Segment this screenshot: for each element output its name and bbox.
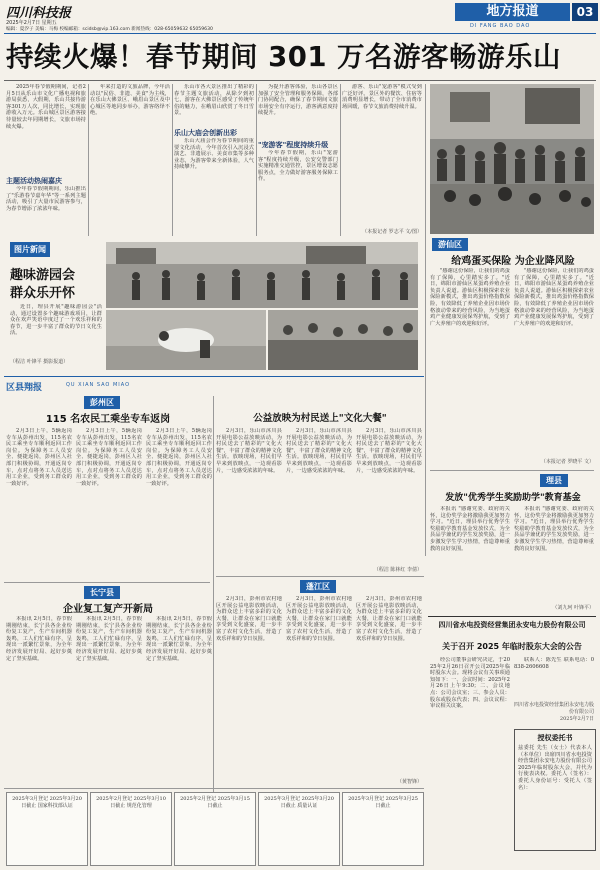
lead-col-1b-text: 今年春节假期期间，乐山推出了"乐游春节嘉年华"等一系列主题活动，吸引了大量市民游客参与，为春节增添了浓浓年味。 [6,186,86,212]
youxian-author: （本报记者 罗晓平 文） [540,459,594,465]
youxian-body-box-2 [514,268,594,456]
screening-body-3: 2月3日，乐山市沐川县开展电影公益放映活动，为村民送去了精彩的"文化大餐"，丰富了群众的精神文化生活。放映现场，村民们早早来到放映点，一边观看影片，一边感受浓浓的年味。 [356,428,422,474]
youxian-body-2: "感谢这份保险，让我们的鸡蛋有了保障，心里踏实多了。"近日，绵阳市游仙区某蛋鸡养殖企业负责人说道。游仙区积极探索农业保险新模式，推出鸡蛋价格指数保险，有效降低了养殖企业因市场价格波动带来的经营风险，为当地蛋鸡产业健康发展保驾护航，受到了广大养殖户的欢迎和好评。 [514,268,594,327]
section-pinyin: DI FANG BAO DAO [470,23,531,29]
auth-box-title: 授权委托书 [537,734,573,742]
changning-region-tag: 长宁县 [84,586,120,599]
lead-subhead-2: 乐山大庙会创新出彩 [174,129,237,137]
lixian-body-box [430,506,510,610]
photo-news-title-1: 趣味游园会 [10,268,76,283]
pengxi-body-2: 2月3日，彭州市农村地区开展公益电影放映活动，为群众送上丰富多彩的文化大餐，让群众在家门口就能享受到文化盛宴，进一步丰富了农村文化生活，营造了欢乐祥和的节日氛围。 [286,596,352,642]
street-crowd-photo [106,242,418,308]
changning-body-3: 本报讯 2月5日，春节假期刚结束，长宁县各企业纷纷复工复产，生产车间机器轰鸣，工人们忙碌有序，呈现出一派繁忙景象，为全年经济发展开好局、起好步奠定了坚实基础。 [146,616,212,662]
main-headline: 持续火爆！春节期间 301 万名游客畅游乐山 [6,41,562,73]
photo-news-image-bottom [106,310,266,370]
pengxi-body-box-2 [286,596,352,784]
ad-4 [258,792,340,866]
lead-col-5 [342,84,422,228]
pengxi-credit: （黄智锋） [396,779,422,785]
announcement-title-2: 关于召开 2025 年临时股东大会的公告 [442,642,582,651]
editor-line: 编辑：夏汐子 美编：马梅 校编邮箱：scidsb@vip.163.com 新闻热线：028-65059632 65059630 [6,27,213,32]
masthead-rule [4,33,596,34]
youxian-body: "感谢这份保险，让我们的鸡蛋有了保障，心里踏实多了。"近日，绵阳市游仙区某蛋鸡养殖企业负责人说道。游仙区积极探索农业保险新模式，推出鸡蛋价格指数保险，有效降低了养殖企业因市场价格波动带来的经营风险，为当地蛋鸡产业健康发展保驾护航，受到了广大养殖户的欢迎和好评。 [430,268,510,327]
pengzhou-body: 2月3日上午，5辆返岗专车从彭州出发，115名农民工乘坐专车顺利返回工作岗位。为保障务工人员安全、便捷返岗，彭州区人社部门积极协调，开通返岗专车，点对点将务工人员送达用工企业，受到务工群众的一致好评。 [6,428,72,487]
ad-2-text: 2025年2月登记 2025年3月10日截止 规范化管理 [96,796,166,809]
lead-col-3b-text: 乐山大庙会作为春节期间的重要文化活动，今年首次引入沉浸式演艺、非遗展示、美食市集等多种业态，为游客带来全新体验，人气持续攀升。 [174,138,254,171]
ad-1 [6,792,88,866]
pengzhou-body-box-3 [146,428,212,578]
auth-box [514,729,596,851]
lead-col-1b [6,186,86,236]
screening-body-box [216,428,282,564]
pengzhou-body-2: 2月3日上午，5辆返岗专车从彭州出发，115名农民工乘坐专车顺利返回工作岗位。为保障务工人员安全、便捷返岗，彭州区人社部门积极协调，开通返岗专车，点对点将务工人员送达用工企业，受到务工群众的一致好评。 [76,428,142,487]
screening-credit: （程洁 陈林红 李倩） [373,567,422,573]
lead-author: （本报记者 罗志平 文/图） [362,229,422,235]
auth-box-body: 兹委托 先生（女士）代表本人（本单位）出席四川省水电投资经营集团永安电力股份有限公司2025年临时股东大会，并代为行使表决权。委托人（签名）：委托人身份证号：受托人（签名）： [518,745,592,791]
screening-body-2: 2月3日，乐山市沐川县开展电影公益放映活动，为村民送去了精彩的"文化大餐"，丰富了群众的精神文化生活。放映现场，村民们早早来到放映点，一边观看影片，一边感受浓浓的年味。 [286,428,352,474]
lixian-title: 发放"优秀学生奖励助学"教育基金 [445,493,581,503]
lead-col-3-text: 乐山市各大景区推出了精彩的春节主题文旅活动，从除夕到初七，游客在大佛景区感受了传统年俗的魅力，在峨眉山欣赏了冬日雪景。 [174,84,254,117]
lead-col-4 [258,84,338,136]
pengzhou-body-box [6,428,72,578]
paper-name: 四川科技报 [6,6,72,21]
photo-news-caption-box [10,304,102,356]
photo-news-caption: 近日，理县开展"趣味游园会"活动，通过设置多个趣味游戏项目，让群众在欢声笑语中度过了一个欢乐祥和的春节，进一步丰富了群众的节日文化生活。 [10,304,102,337]
lead-col-5-text: 游客、乐山"宠游客"模式受到广泛好评。景区外的餐饮、住宿等消费明显增长，带动了全市消费市场回暖，春节文旅消费持续升温。 [342,84,422,110]
ad-4-text: 2025年3月登记 2025年3月20日截止 质量认证 [264,796,334,809]
leshan-crowd-photo [430,84,594,234]
ad-1-text: 2025年3月登记 2025年3月20日截止 国家科技部认证 [12,796,82,809]
youxian-title: 给鸡蛋买保险 为企业降风险 [451,256,575,267]
ad-2 [90,792,172,866]
lixian-body-2: 本报讯 "感谢党委、政府的关怀，这份奖学金将激励我更加努力学习。"近日，理县举行优秀学生奖励助学教育基金发放仪式，为全县品学兼优的学生发放奖励，进一步激发学生学习热情，营造尊师重教的良好氛围。 [514,506,594,552]
lead-col-2 [90,84,170,236]
pengxi-body: 2月3日，彭州市农村地区开展公益电影放映活动，为群众送上丰富多彩的文化大餐，让群众在家门口就能享受到文化盛宴，进一步丰富了农村文化生活，营造了欢乐祥和的节日氛围。 [216,596,282,642]
announcement-contact: 联系人：陈先生 联系电话：0838-2606608 [514,657,594,670]
band-pinyin: QU XIAN SAO MIAO [66,382,131,388]
changning-body-box-2 [76,616,142,784]
changning-body-box [6,616,72,784]
pengxi-region-tag: 蓬江区 [300,580,336,593]
announcement-company: 四川省水电投资经营集团永安电力股份有限公司 [514,702,595,715]
band-logo: 区县翔报 [6,383,43,393]
announcement-body: 经公司董事会研究决定，于2025年2月26日召开公司2025年临时股东大会。现将会议有关事项通知如下：一、会议时间：2025年2月26日上午9:30；二、会议地点：公司会议室；三、参会人员：股东或股东代表；四、会议议程：审议相关议案。 [430,657,510,710]
lead-col-1-text: 2025年春节假期期间，记者2月5日从乐山市文化广播电视和旅游局获悉，大假期，乐山共接待游客301万人次，同比增长，实现旅游收入万元。乐山城区景区游客接待量较去年同期增长，文旅市场持续火爆。 [6,84,86,130]
game-activity-photo [106,310,266,370]
lead-col-3b [174,138,254,236]
headline-rule [4,80,596,81]
photo-news-title-2: 群众乐开怀 [10,286,76,301]
masthead [0,0,600,34]
changning-body-2: 本报讯 2月5日，春节假期刚结束，长宁县各企业纷纷复工复产，生产车间机器轰鸣，工人们忙碌有序，呈现出一派繁忙景象，为全年经济发展开好局、起好步奠定了坚实基础。 [76,616,142,662]
ad-3-text: 2025年2月登记 2025年3月15日截止 [180,796,250,809]
screening-body-box-3 [356,428,422,564]
announcement-title-1: 四川省水电投资经营集团永安电力股份有限公司 [438,621,586,629]
lixian-body-box-2 [514,506,594,602]
lixian-region-tag: 理县 [540,474,568,487]
photo-news-block [6,240,422,372]
ad-5 [342,792,424,866]
page-number: 03 [572,3,598,21]
pengzhou-title: 115 名农民工乘坐专车返岗 [45,414,171,425]
screening-body-box-2 [286,428,352,564]
pengxi-body-3: 2月3日，彭州市农村地区开展公益电影放映活动，为群众送上丰富多彩的文化大餐，让群众在家门口就能享受到文化盛宴，进一步丰富了农村文化生活，营造了欢乐祥和的节日氛围。 [356,596,422,642]
announcement-date: 2025年2月7日 [559,716,594,722]
screening-title: 公益放映为村民送上"文化大餐" [253,413,387,424]
photo-news-credit: （程洁 叶锋平 摄影报道） [10,359,69,365]
lead-col-4b-text: 今年春节假期，乐山"宠游客"程度持续升级，公安交警部门实施精准交通管控，景区增设志愿服务点，全力做好游客服务保障工作。 [258,150,338,183]
lead-col-3 [174,84,254,126]
section-title: 地方报道 [455,3,570,21]
youxian-body-box [430,268,510,464]
youxian-region-tag: 游仙区 [432,238,468,251]
ad-3 [174,792,256,866]
lead-photo [430,84,594,234]
photo-news-image-top [106,242,418,308]
changning-body: 本报讯 2月5日，春节假期刚结束，长宁县各企业纷纷复工复产，生产车间机器轰鸣，工人们忙碌有序，呈现出一派繁忙景象，为全年经济发展开好局、起好步奠定了坚实基础。 [6,616,72,662]
lixian-author: （刘九珂 叶锋平） [552,605,594,611]
announcement-body-box [430,657,510,847]
lead-col-4-text: 为提升游客体验，乐山各景区加强了安全管理和服务保障，各部门协同配合，确保了春节期间文旅市场安全有序运行，游客满意度持续提升。 [258,84,338,117]
photo-news-image-right [268,310,418,370]
changning-body-box-3 [146,616,212,784]
changning-title: 企业复工复产开新局 [63,604,153,615]
screening-body: 2月3日，乐山市沐川县开展电影公益放映活动，为村民送去了精彩的"文化大餐"，丰富了群众的精神文化生活。放映现场，村民们早早来到放映点，一边观看影片，一边感受浓浓的年味。 [216,428,282,474]
lead-col-1 [6,84,86,174]
ad-5-text: 2025年3月登记 2025年3月25日截止 [348,796,418,809]
pengzhou-region-tag: 彭州区 [84,396,120,409]
lixian-body: 本报讯 "感谢党委、政府的关怀，这份奖学金将激励我更加努力学习。"近日，理县举行优秀学生奖励助学教育基金发放仪式，为全县品学兼优的学生发放奖励，进一步激发学生学习热情，营造尊师重教的良好氛围。 [430,506,510,552]
announcement-contact-box [514,657,594,697]
date-line: 2025年2月7日 星期五 [6,20,57,26]
pengzhou-body-3: 2月3日上午，5辆返岗专车从彭州出发，115名农民工乘坐专车顺利返回工作岗位。为保障务工人员安全、便捷返岗，彭州区人社部门积极协调，开通返岗专车，点对点将务工人员送达用工企业，受到务工群众的一致好评。 [146,428,212,487]
ads-strip [6,792,422,866]
pengzhou-body-box-2 [76,428,142,578]
lead-col-2-text: 年来打造的文旅品牌，今年活动以"民俗、非遗、美食"为主线，在乐山大佛景区、峨眉山景区及中心城区等地同步举办，游客络绎不绝。 [90,84,170,117]
announcement [428,616,596,869]
lead-subhead-1: 主题活动热闹嘉庆 [6,177,62,185]
audience-photo [268,310,418,370]
pengxi-body-box-3 [356,596,422,776]
pengxi-body-box [216,596,282,784]
photo-news-label: 图片新闻 [10,242,50,257]
lead-col-4b [258,150,338,236]
lead-subhead-3: "宠游客"程度持续升级 [258,141,329,149]
